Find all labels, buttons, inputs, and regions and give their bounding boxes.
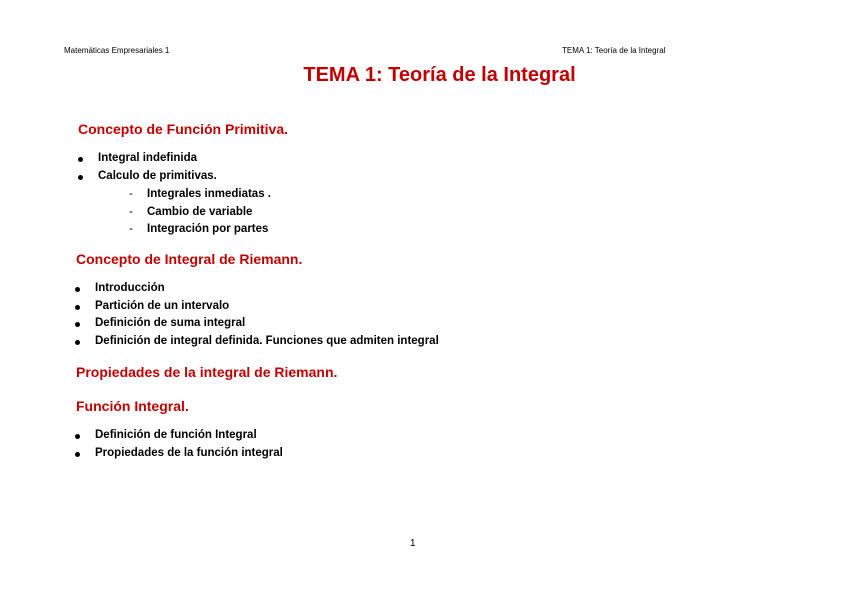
sub-list-item: - Integrales inmediatas . — [129, 186, 271, 204]
dash-icon: - — [129, 223, 133, 235]
dash-icon: - — [129, 205, 133, 218]
bullet-icon — [75, 452, 80, 457]
list-item: Calculo de primitivas. — [78, 168, 217, 186]
bullet-icon — [78, 157, 83, 162]
list-item: Partición de un intervalo — [75, 298, 439, 316]
bullet-icon — [75, 287, 80, 292]
list-item: Integral indefinida — [78, 150, 217, 168]
section-4-list — [75, 427, 283, 462]
section-1-sublist — [129, 186, 271, 239]
bullet-icon — [78, 175, 83, 180]
section-2-list — [75, 280, 439, 350]
list-item: Definición de función Integral — [75, 427, 283, 445]
page-number: 1 — [410, 538, 416, 549]
bullet-icon — [75, 322, 80, 327]
list-item: Introducción — [75, 280, 439, 298]
list-item: Definición de suma integral — [75, 315, 439, 333]
section-heading-funcion-integral: Función Integral. — [76, 398, 189, 414]
section-1-list — [78, 150, 217, 185]
bullet-icon — [75, 340, 80, 345]
sub-list-item: - Cambio de variable — [129, 204, 271, 222]
sub-list-item: - Integración por partes — [129, 221, 271, 239]
bullet-icon — [75, 434, 80, 439]
section-heading-integral-riemann: Concepto de Integral de Riemann. — [76, 251, 303, 267]
section-heading-funcion-primitiva: Concepto de Función Primitiva. — [78, 121, 289, 137]
list-item: Propiedades de la función integral — [75, 445, 283, 463]
list-item: Definición de integral definida. Funciones que admiten integral — [75, 333, 439, 351]
dash-icon: - — [129, 188, 133, 200]
section-heading-propiedades-riemann: Propiedades de la integral de Riemann. — [76, 364, 338, 380]
bullet-icon — [75, 305, 80, 310]
header-left-text: Matemáticas Empresariales 1 — [64, 46, 170, 55]
document-title: TEMA 1: Teoría de la Integral — [303, 64, 576, 86]
header-right-text: TEMA 1: Teoría de la Integral — [562, 46, 666, 55]
